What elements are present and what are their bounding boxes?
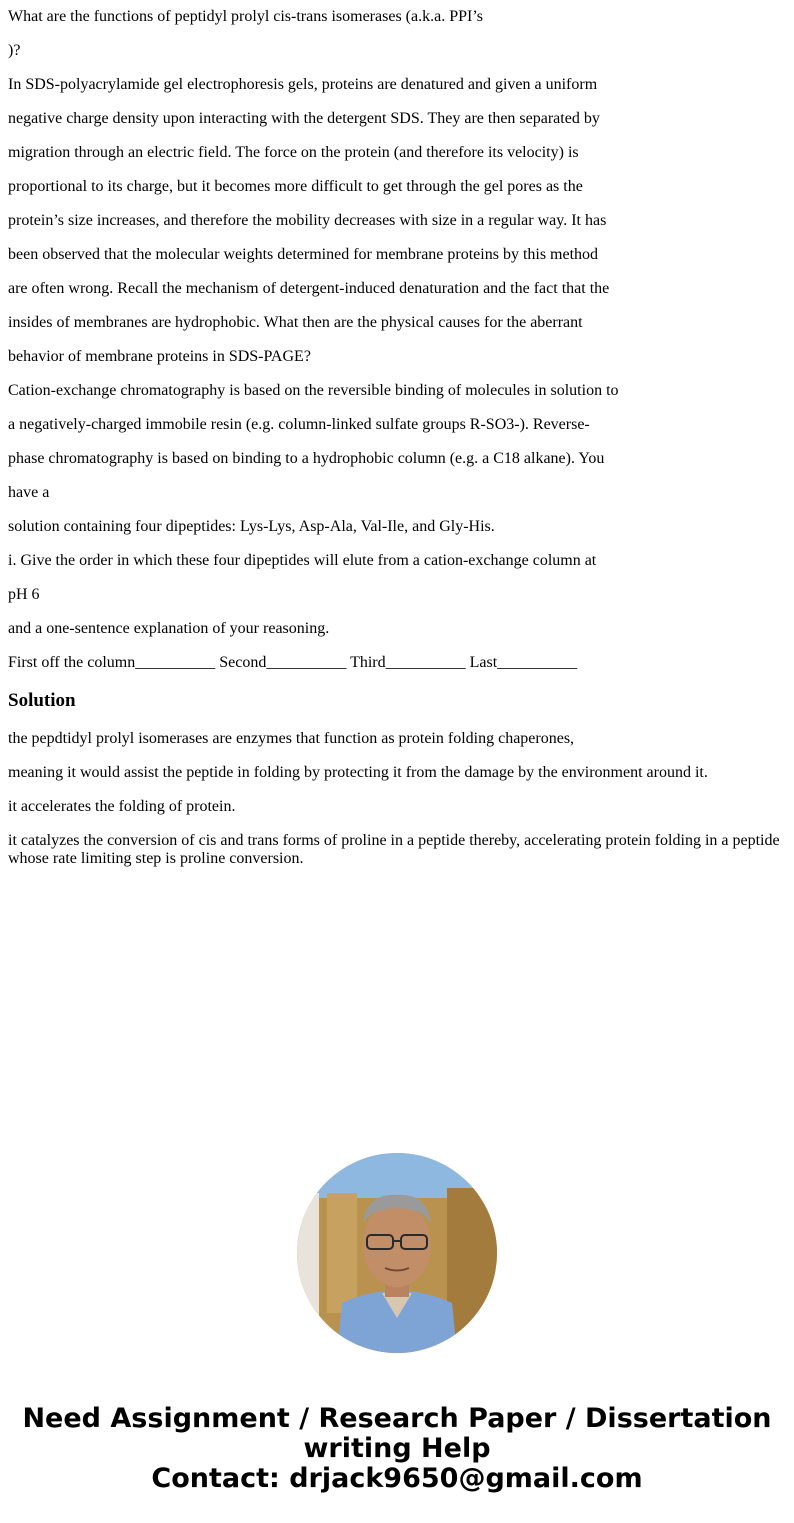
question-line: behavior of membrane proteins in SDS-PAGE? (8, 348, 311, 365)
question-line: been observed that the molecular weights determined for membrane proteins by this method (8, 246, 599, 263)
promo-contact: Contact: drjack9650@gmail.com (151, 1463, 643, 1494)
question-line: )? (8, 42, 21, 59)
question-line: Cation-exchange chromatography is based on the reversible binding of molecules in solution to (8, 382, 619, 399)
question-block (8, 0, 786, 680)
question-line: What are the functions of peptidyl prolyl cis-trans isomerases (a.k.a. PPI’s (8, 8, 483, 25)
solution-paragraph: the pepdtidyl prolyl isomerases are enzymes that function as protein folding chaperones, (8, 730, 575, 747)
question-line: proportional to its charge, but it becomes more difficult to get through the gel pores as the (8, 178, 583, 195)
author-avatar (297, 1153, 497, 1353)
solution-body (8, 730, 788, 884)
question-line: solution containing four dipeptides: Lys-Lys, Asp-Ala, Val-Ile, and Gly-His. (8, 518, 495, 535)
promo-banner (0, 1404, 794, 1494)
author-photo-icon (297, 1153, 497, 1353)
question-line: a negatively-charged immobile resin (e.g. column-linked sulfate groups R-SO3-). Reverse- (8, 416, 590, 433)
question-line: have a (8, 484, 50, 501)
question-line: are often wrong. Recall the mechanism of detergent-induced denaturation and the fact that the (8, 280, 610, 297)
solution-heading: Solution (8, 690, 76, 711)
answer-blanks-line: First off the column__________ Second__________ Third__________ Last__________ (8, 654, 578, 671)
promo-line: Need Assignment / Research Paper / Dissertation (22, 1403, 772, 1434)
question-line: In SDS-polyacrylamide gel electrophoresis gels, proteins are denatured and given a uniform (8, 76, 598, 93)
question-line: and a one-sentence explanation of your reasoning. (8, 620, 330, 637)
question-line: insides of membranes are hydrophobic. What then are the physical causes for the aberrant (8, 314, 583, 331)
question-line: pH 6 (8, 586, 40, 603)
question-line: negative charge density upon interacting with the detergent SDS. They are then separated by (8, 110, 600, 127)
promo-line: writing Help (303, 1433, 491, 1464)
solution-paragraph: meaning it would assist the peptide in folding by protecting it from the damage by the environment around it. (8, 764, 708, 781)
solution-paragraph: it catalyzes the conversion of cis and trans forms of proline in a peptide thereby, accelerating protein folding in a peptide whose rate limiting step is proline conversion. (8, 832, 780, 867)
solution-paragraph: it accelerates the folding of protein. (8, 798, 236, 815)
question-line: phase chromatography is based on binding to a hydrophobic column (e.g. a C18 alkane). You (8, 450, 605, 467)
question-line: i. Give the order in which these four dipeptides will elute from a cation-exchange column at (8, 552, 597, 569)
question-line: migration through an electric field. The force on the protein (and therefore its velocity) is (8, 144, 579, 161)
question-line: protein’s size increases, and therefore the mobility decreases with size in a regular way. It has (8, 212, 607, 229)
